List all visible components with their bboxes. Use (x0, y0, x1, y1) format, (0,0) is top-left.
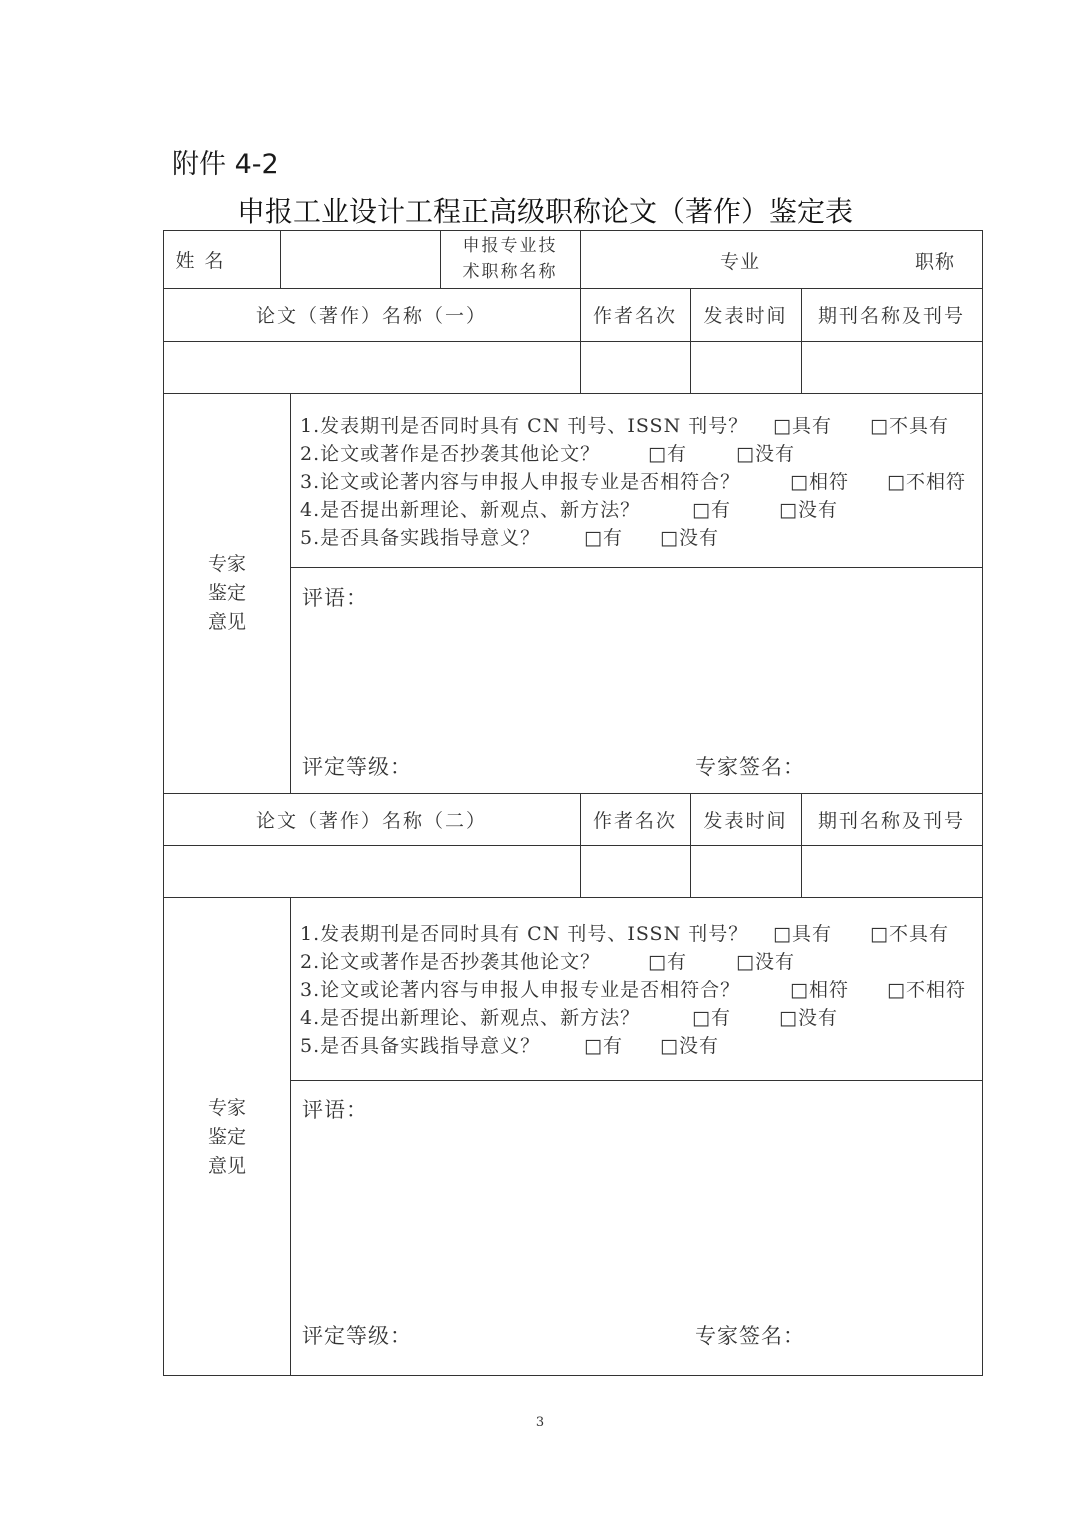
question-1: 1.发表期刊是否同时具有 CN 刊号、ISSN 刊号？ (300, 415, 749, 437)
question-3: 3.论文或论著内容与申报人申报专业是否相符合？ (300, 979, 741, 1001)
publish-date-field[interactable] (692, 343, 799, 391)
question-4: 4.是否提出新理论、新观点、新方法？ (300, 1007, 641, 1029)
q4-option-no[interactable]: □没有 (779, 1007, 838, 1029)
q3-option-yes[interactable]: □相符 (790, 471, 849, 493)
q3-option-no[interactable]: □不相符 (887, 979, 966, 1001)
question-2: 2.论文或著作是否抄袭其他论文？ (300, 951, 601, 973)
paper-name-field[interactable] (165, 847, 578, 895)
q4-option-no[interactable]: □没有 (779, 499, 838, 521)
q5-option-no[interactable]: □没有 (660, 527, 719, 549)
major-label: 专业 (720, 251, 761, 273)
paper-name-label: 论文（著作）名称（二） (255, 809, 487, 832)
comment-label: 评语： (302, 1098, 368, 1122)
q1-option-yes[interactable]: □具有 (773, 923, 832, 945)
q3-option-no[interactable]: □不相符 (887, 471, 966, 493)
q1-option-no[interactable]: □不具有 (870, 923, 949, 945)
question-1: 1.发表期刊是否同时具有 CN 刊号、ISSN 刊号？ (300, 923, 749, 945)
question-3: 3.论文或论著内容与申报人申报专业是否相符合？ (300, 471, 741, 493)
journal-header: 期刊名称及刊号 (817, 305, 965, 327)
journal-field[interactable] (803, 847, 980, 895)
q2-option-yes[interactable]: □有 (648, 443, 687, 465)
q3-option-yes[interactable]: □相符 (790, 979, 849, 1001)
attachment-label: 附件 4-2 (172, 149, 279, 180)
question-5: 5.是否具备实践指导意义？ (300, 1035, 541, 1057)
rank-label: 职称 (915, 251, 956, 273)
q2-option-no[interactable]: □没有 (736, 443, 795, 465)
paper-name-field[interactable] (165, 343, 578, 391)
grade-label: 评定等级： (302, 1324, 412, 1348)
publish-date-header: 发表时间 (703, 809, 788, 832)
applied-title-label-line1: 申报专业技 (462, 236, 558, 256)
q4-option-yes[interactable]: □有 (692, 1007, 731, 1029)
question-5: 5.是否具备实践指导意义？ (300, 527, 541, 549)
signature-label: 专家签名： (695, 755, 805, 779)
q2-option-no[interactable]: □没有 (736, 951, 795, 973)
applied-title-label-line2: 术职称名称 (462, 262, 558, 282)
q5-option-yes[interactable]: □有 (584, 527, 623, 549)
signature-label: 专家签名： (695, 1324, 805, 1348)
publish-date-header: 发表时间 (703, 305, 788, 327)
question-4: 4.是否提出新理论、新观点、新方法？ (300, 499, 641, 521)
comment-label: 评语： (302, 586, 368, 610)
journal-field[interactable] (803, 343, 980, 391)
question-2: 2.论文或著作是否抄袭其他论文？ (300, 443, 601, 465)
q1-option-yes[interactable]: □具有 (773, 415, 832, 437)
name-label: 姓 名 (175, 249, 226, 272)
applied-title-label (440, 230, 580, 288)
q4-option-yes[interactable]: □有 (692, 499, 731, 521)
author-rank-field[interactable] (582, 847, 688, 895)
form-title: 申报工业设计工程正高级职称论文（著作）鉴定表 (236, 195, 853, 228)
q1-option-no[interactable]: □不具有 (870, 415, 949, 437)
q2-option-yes[interactable]: □有 (648, 951, 687, 973)
journal-header: 期刊名称及刊号 (817, 809, 965, 832)
publish-date-field[interactable] (692, 847, 799, 895)
page-number: 3 (535, 1415, 545, 1430)
author-rank-header: 作者名次 (592, 809, 677, 832)
expert-opinion-label: 专家 鉴定 意见 (207, 553, 246, 633)
author-rank-field[interactable] (582, 343, 688, 391)
q5-option-no[interactable]: □没有 (660, 1035, 719, 1057)
grade-label: 评定等级： (302, 755, 412, 779)
name-field[interactable] (281, 232, 439, 286)
expert-opinion-label: 专家 鉴定 意见 (207, 1097, 246, 1177)
q5-option-yes[interactable]: □有 (584, 1035, 623, 1057)
paper-name-label: 论文（著作）名称（一） (255, 305, 487, 327)
author-rank-header: 作者名次 (592, 305, 677, 327)
